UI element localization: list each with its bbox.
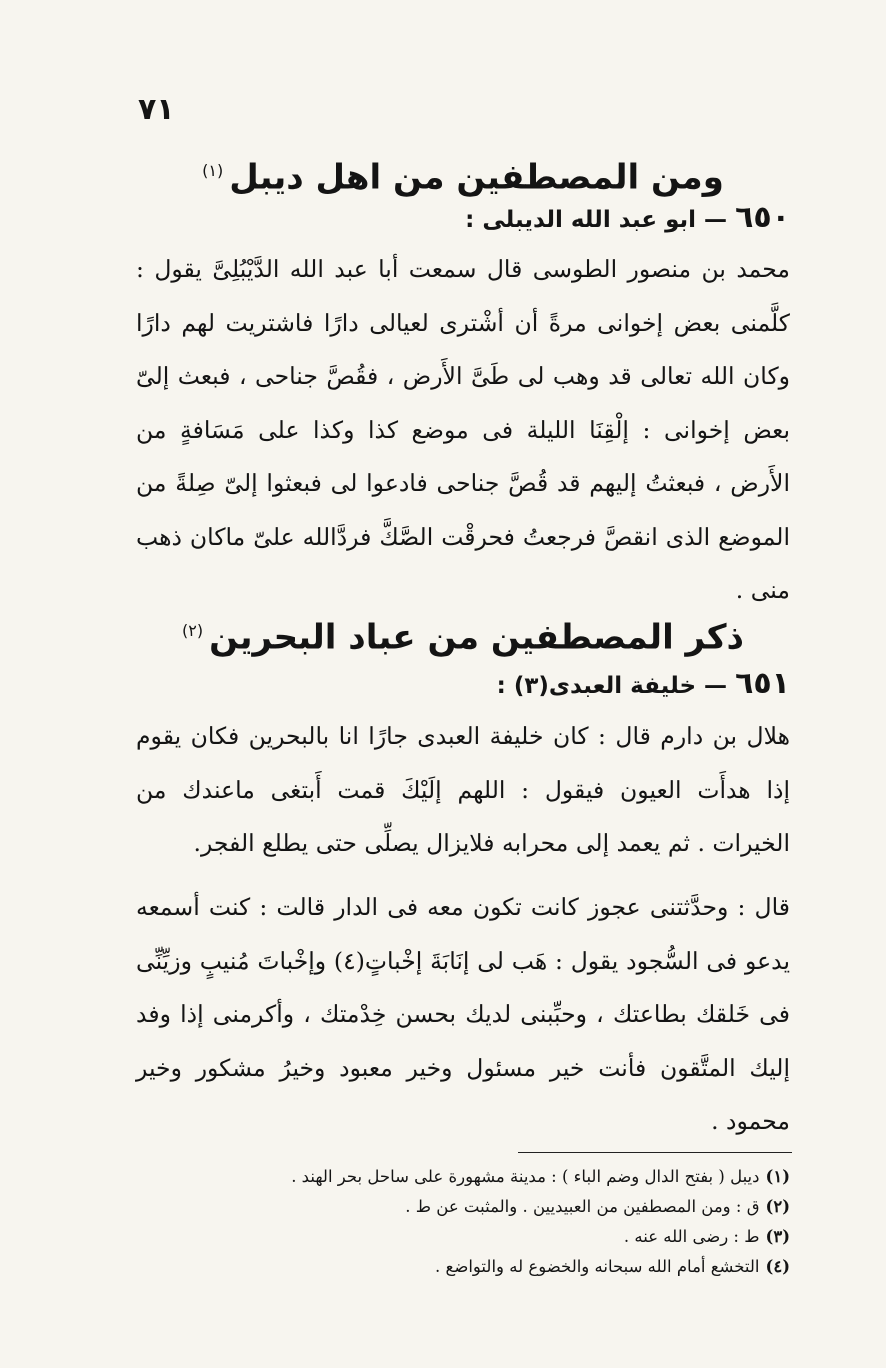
section-title-text: ومن المصطفين من اهل ديبل bbox=[229, 157, 724, 198]
footnote-ref: (٢) bbox=[182, 621, 204, 640]
entry-heading-651 bbox=[136, 664, 790, 706]
footnote-text: ق : ومن المصطفين من العبيديين . والمثبت عن ط . bbox=[405, 1197, 760, 1216]
footnote-divider bbox=[518, 1152, 792, 1153]
page-number: ٧١ bbox=[138, 92, 175, 127]
entry-number: ٦٥١ bbox=[735, 666, 790, 701]
paragraph-ajuz: قال : وحدَّثتنى عجوز كانت تكون معه فى الدار قالت : كنت أسمعه يدعو فى السُّجود يقول : هَب لى إنَابَةَ إخْباتٍ(٤) وإخْباتَ مُنيبٍ وزيِّنِّى فى خَلقك بطاعتك ، وحبِّبنى لديك بحسن خِدْمتك ، وأكرمنى إذا وفد إليك المتَّقون فأنت خير مسئول وخير معبود وخيرُ مشكور وخير محمود . bbox=[136, 893, 790, 1135]
entry-name: — خليفة العبدى(٣) : bbox=[496, 673, 728, 699]
footnote-1 bbox=[136, 1162, 790, 1192]
footnote-text: ط : رضى الله عنه . bbox=[623, 1227, 760, 1246]
entry-heading-650 bbox=[136, 198, 790, 240]
footnote-2 bbox=[136, 1192, 790, 1222]
section-title-bahrain bbox=[136, 606, 790, 662]
footnotes bbox=[136, 1162, 790, 1282]
entry-name: — ابو عبد الله الديبلى : bbox=[465, 207, 728, 233]
footnote-text: ديبل ( بفتح الدال وضم الباء ) : مدينة مشهورة على ساحل بحر الهند . bbox=[291, 1167, 760, 1186]
footnote-4 bbox=[136, 1252, 790, 1282]
entry-number: ٦٥٠ bbox=[735, 200, 790, 235]
footnote-3 bbox=[136, 1222, 790, 1252]
section-title-dibal bbox=[136, 146, 790, 202]
footnote-mark: (٢) bbox=[765, 1197, 790, 1216]
footnote-ref: (١) bbox=[202, 161, 224, 180]
section-title-text: ذكر المصطفين من عباد البحرين bbox=[209, 617, 744, 658]
paragraph-dibali: محمد بن منصور الطوسى قال سمعت أبا عبد الله الدَّيْبُلِىَّ يقول : كلَّمنى بعض إخوانى مرةً أن أشْترى لعيالى دارًا فاشتريت لهم دارًا وكان الله تعالى قد وهب لى طَىَّ الأَرض ، فقُصَّ جناحى ، فبعث إلىّ بعض إخوانى : إلْقِنَا الليلة فى موضع كذا وكذا على مَسَافةٍ من الأَرض ، فبعثتُ إليهم قد قُصَّ جناحى فادعوا لى فبعثوا إلىّ صِلةً من الموضع الذى انقصَّ فرجعتُ فحرقْت الصَّكَّ فردَّالله علىّ ماكان ذهب منى . bbox=[136, 255, 790, 604]
paragraph-hilal: هلال بن دارم قال : كان خليفة العبدى جارًا انا بالبحرين فكان يقوم إذا هدأَت العيون فيقول : اللهم إلَيْكَ قمت أَبتغى ماعندك من الخيرات . ثم يعمد إلى محرابه فلايزال يصلِّى حتى يطلع الفجر. bbox=[136, 722, 790, 857]
footnote-mark: (٣) bbox=[765, 1227, 790, 1246]
footnote-text: التخشع أمام الله سبحانه والخضوع له والتواضع . bbox=[435, 1257, 760, 1276]
footnote-mark: (٤) bbox=[765, 1257, 790, 1276]
footnote-mark: (١) bbox=[765, 1167, 790, 1186]
